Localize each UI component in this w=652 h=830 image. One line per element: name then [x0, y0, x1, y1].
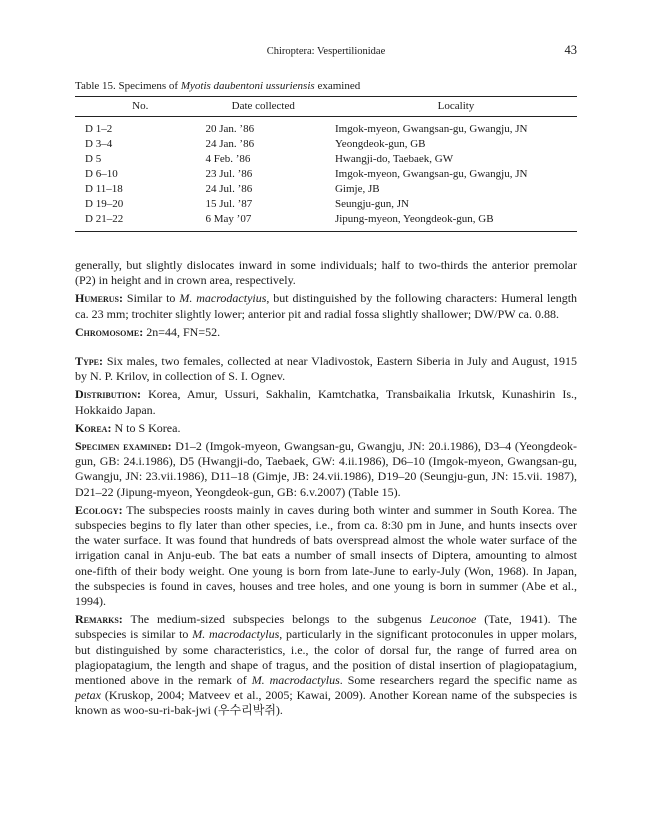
cell-date: 20 Jan. ’86 — [205, 123, 255, 135]
cell-date: 24 Jul. ’86 — [205, 183, 253, 195]
remarks-text-3: , particularly in the significant protoconules in upper molars, but distinguished by some characteristics, i.e., the color of dorsal fur, the range of furred area on plagiopatagium, the length and shape of tragus, and the position of distal insertion of plagiopatagium, mentioned above in the remark of — [75, 627, 577, 688]
table-row — [75, 197, 577, 212]
cell-no: D 6–10 — [85, 168, 118, 180]
type-label: Type: — [75, 354, 103, 369]
cell-locality: Hwangji-do, Taebaek, GW — [334, 153, 454, 165]
distribution-text: Korea, Amur, Ussuri, Sakhalin, Kamtchatka, Transbaikalia Irkutsk, Kunashirin Is., Hokkaido Japan. — [75, 387, 578, 417]
cell-no: D 11–18 — [85, 183, 123, 195]
specimen-text: D1–2 (Imgok-myeon, Gwangsan-gu, Gwangju, JN: 20.i.1986), D3–4 (Yeongdeok-gun, GB: 24.i.1986), D5 (Hwangji-do, Taebaek, GW: 4.ii.1986), D6–10 (Imgok-myeon, Gwangsan-gu, Gwangju, JN: 23.vii.1986), D11–18 (Gimje, JB: 24.vii.1986), D19–20 (Seungju-gun, JN: 15.vii. 1987), D21–22 (Jipung-myeon, Yeongdeok-gun, GB: 6.v.2007) (Table 15). — [75, 439, 577, 499]
table-row — [75, 137, 577, 152]
caption-prefix: Table 15. Specimens of — [75, 80, 179, 92]
ecology-label: Ecology: — [75, 502, 123, 517]
table-row — [75, 212, 577, 232]
cell-date: 4 Feb. ’86 — [205, 153, 251, 165]
paragraph-chromosome — [75, 325, 577, 340]
remarks-text-5: (Kruskop, 2004; Matveev et al., 2005; Kawai, 2009). Another Korean name of the subspecies is known as woo-su-ri-bak-jwi (우수리박쥐). — [75, 688, 578, 718]
cell-locality: Yeongdeok-gun, GB — [334, 138, 426, 150]
ecology-text: The subspecies roosts mainly in caves during both winter and summer in South Korea. The subspecies begins to fly later than other species, i.e., from ca. 8:30 pm in June, and hunts insects over the water surface. It was found that hundreds of bats overspread almost the whole water surface of the irrigation canal in Anju-eub. The bat eats a number of small insects of Diptera, amounting to almost one-fifth of their body weight. One young is born from late-June to early-July (Won, 1968). In Japan, the subspecies is found in caves, houses and tree holes, and one young is born in summer (Abe et al., 1994). — [75, 502, 577, 609]
remarks-text-4: . Some researchers regard the specific name as — [339, 673, 577, 688]
cell-locality: Gimje, JB — [334, 183, 380, 195]
cell-no: D 5 — [85, 153, 102, 165]
remarks-subgenus: Leuconoe — [429, 612, 477, 627]
cell-date: 23 Jul. ’86 — [205, 168, 253, 180]
table-row — [75, 167, 577, 182]
column-header-locality: Locality — [437, 100, 475, 112]
paragraph-remarks — [75, 612, 577, 718]
remarks-taxon-2: M. macrodactylus — [251, 673, 340, 688]
caption-suffix: examined — [317, 80, 361, 92]
cell-no: D 3–4 — [85, 138, 113, 150]
column-header-date: Date collected — [231, 100, 295, 112]
distribution-label: Distribution: — [75, 387, 142, 402]
cell-locality: Seungju-gun, JN — [334, 198, 409, 210]
specimens-table — [75, 96, 577, 232]
korea-text: N to S Korea. — [114, 420, 181, 435]
chromosome-label: Chromosome: — [75, 324, 144, 339]
paragraph-specimen-examined — [75, 439, 577, 500]
caption-taxon: Myotis daubentoni ussuriensis — [180, 80, 315, 92]
humerus-text-2: , but distinguished by the following characters: Humeral length ca. 23 mm; trochiter slightly lower; anterior pit and radial fossa slightly shallower; DW/PW ca. 0.88. — [75, 291, 578, 321]
cell-date: 24 Jan. ’86 — [205, 138, 255, 150]
body-text — [75, 258, 577, 722]
table-row — [75, 152, 577, 167]
paragraph-humerus — [75, 291, 577, 321]
remarks-label: Remarks: — [75, 612, 123, 627]
cell-no: D 19–20 — [85, 198, 124, 210]
humerus-label: Humerus: — [75, 291, 123, 306]
table-body — [75, 117, 577, 232]
paragraph-distribution — [75, 387, 577, 417]
table-row — [75, 182, 577, 197]
column-header-no: No. — [132, 100, 149, 112]
table-caption — [75, 80, 577, 92]
paragraph-korea — [75, 421, 577, 436]
remarks-text-1: The medium-sized subspecies belongs to the subgenus — [130, 612, 422, 627]
table-15 — [75, 80, 577, 232]
table-row — [75, 117, 577, 137]
cell-no: D 21–22 — [85, 213, 124, 225]
specimen-label: Specimen examined: — [75, 439, 172, 454]
korea-label: Korea: — [75, 420, 112, 435]
cell-locality: Imgok-myeon, Gwangsan-gu, Gwangju, JN — [334, 168, 528, 180]
cell-locality: Imgok-myeon, Gwangsan-gu, Gwangju, JN — [334, 123, 528, 135]
paragraph-teeth: generally, but slightly dislocates inward in some individuals; half to two-thirds the anterior premolar (P2) in height and in crown area, respectively. — [75, 258, 577, 288]
humerus-taxon: M. macrodactyius — [179, 291, 267, 306]
page-number: 43 — [564, 43, 577, 57]
running-head: Chiroptera: Vespertilionidae — [266, 46, 386, 57]
chromosome-text: 2n=44, FN=52. — [146, 324, 221, 339]
paragraph-ecology — [75, 503, 577, 609]
paragraph-type — [75, 354, 577, 384]
cell-date: 6 May ’07 — [205, 213, 252, 225]
cell-no: D 1–2 — [85, 123, 113, 135]
cell-locality: Jipung-myeon, Yeongdeok-gun, GB — [334, 213, 494, 225]
remarks-text-2: (Tate, 1941). The subspecies is similar to — [75, 612, 578, 642]
type-text: Six males, two females, collected at near Vladivostok, Eastern Siberia in July and August, 1915 by N. P. Krilov, in collection of S. I. Ognev. — [75, 354, 578, 384]
remarks-name: petax — [75, 688, 101, 703]
table-header-row — [75, 97, 577, 117]
cell-date: 15 Jul. ’87 — [205, 198, 253, 210]
remarks-taxon-1: M. macrodactylus — [192, 627, 280, 642]
humerus-text-1: Similar to — [126, 291, 176, 306]
